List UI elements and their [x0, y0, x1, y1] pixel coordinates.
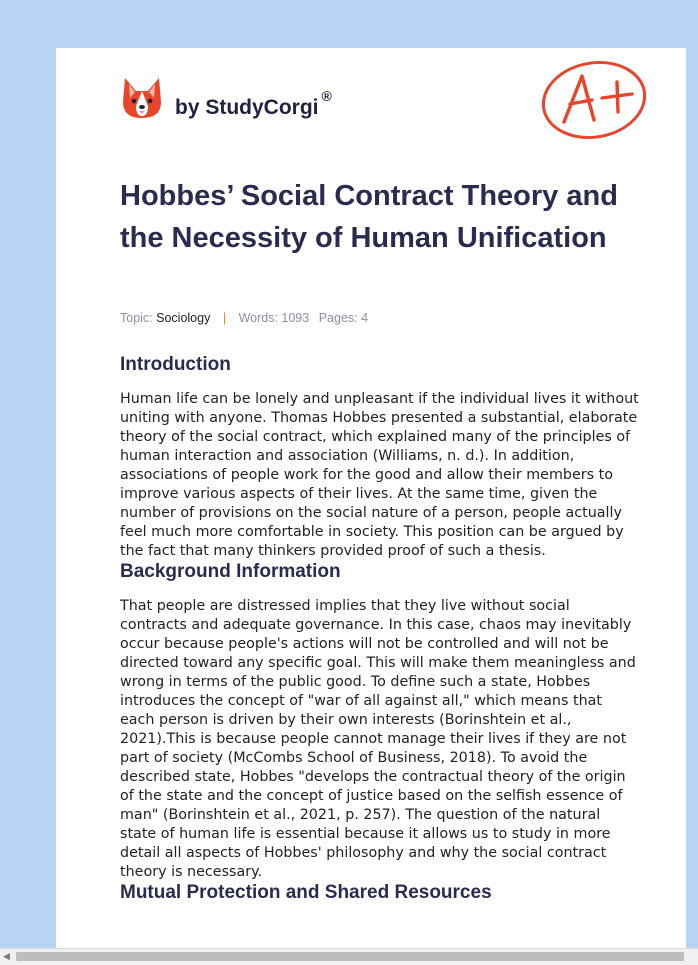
- a-plus-grade-icon: [538, 60, 650, 142]
- meta-separator: |: [222, 311, 227, 325]
- word-count: Words: 1093: [238, 311, 310, 325]
- topic-label: Topic:: [120, 311, 153, 325]
- page-count: Pages: 4: [318, 311, 369, 325]
- paragraph-background: That people are distressed implies that they live without social contracts and adequate governance. In this case, chaos may inevitably occur because people's actions will not be controlled and will not be directed toward any specific goal. This will make them meaningless and wrong in terms of the public good. To define such a state, Hobbes introduces the concept of "war of all against all," which means that each person is driven by their own interests (Borinshtein et al., 2021).This is because people cannot manage their lives if they are not part of society (McCombs School of Business, 2018). To avoid the described state, Hobbes "develops the contractual theory of the origin of the state and the concept of justice based on the selfish essence of man" (Borinshtein et al., 2021, p. 257). The question of the natural state of human life is essential because it allows us to study in more detail all aspects of Hobbes' philosophy and why the social contract theory is necessary.: [120, 598, 636, 880]
- topic-link[interactable]: Sociology: [156, 311, 211, 325]
- corgi-logo-icon: [121, 76, 163, 120]
- horizontal-scrollbar[interactable]: [0, 948, 698, 965]
- heading-introduction: Introduction: [120, 354, 231, 375]
- document-title: Hobbes’ Social Contract Theory and the Necessity of Human Unification: [120, 180, 618, 254]
- document-meta: [120, 311, 368, 325]
- document-body: [120, 354, 640, 904]
- heading-background: Background Information: [120, 561, 341, 582]
- document-page: [56, 48, 686, 948]
- brand-name: by StudyCorgi ®: [175, 88, 332, 119]
- scroll-left-arrow-icon[interactable]: ◀: [3, 952, 10, 962]
- scrollbar-thumb[interactable]: [16, 952, 684, 961]
- paragraph-introduction: Human life can be lonely and unpleasant if the individual lives it without uniting with anyone. Thomas Hobbes presented a substantial, elaborate theory of the social contract, which explained many of the principles of human interaction and association (Williams, n. d.). In addition, associations of people work for the good and allow their members to improve various aspects of their lives. At the same time, given the number of provisions on the social nature of a person, people actually feel much more comfortable in society. This position can be argued by the fact that many thinkers provided proof of such a thesis.: [120, 391, 639, 559]
- heading-mutual-protection: Mutual Protection and Shared Resources: [120, 882, 492, 903]
